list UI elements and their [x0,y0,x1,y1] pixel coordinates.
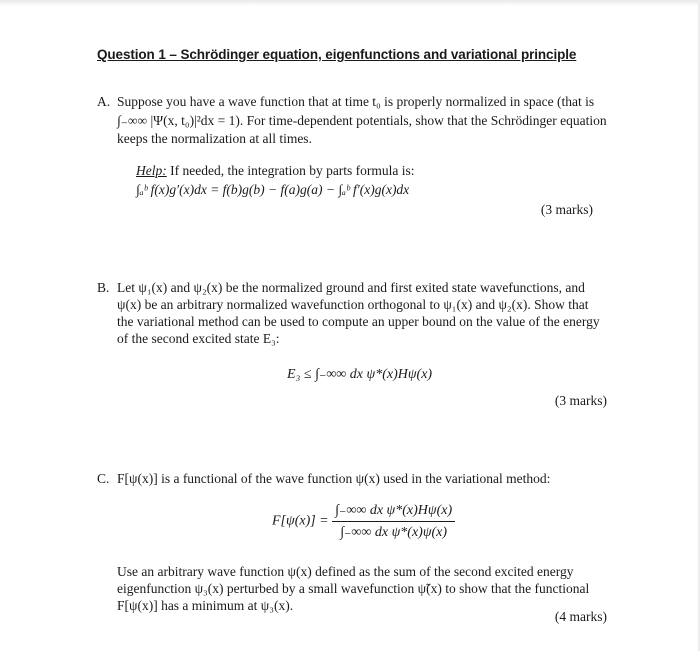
functional-equation [272,502,455,541]
section-c-line-4: F[ψ(x)] has a minimum at ψ₃(x). [117,598,294,613]
help-label: Help: [136,163,167,178]
section-c-marks: (4 marks) [554,609,607,624]
integration-by-parts-formula: ∫ₐᵇ f(x)g′(x)dx = f(b)g(b) − f(a)g(a) − ∫ₐᵇ f′(x)g(x)dx [136,182,410,197]
section-a-line-2: ∫₋∞∞ |Ψ(x, t₀)|²dx = 1). For time-dependent potentials, show that the Schrödinger equation [117,113,607,128]
section-b-line-3: the variational method can be used to compute an upper bound on the value of the energy [117,314,600,329]
section-c-line-1: F[ψ(x)] is a functional of the wave function ψ(x) used in the variational method: [117,471,551,486]
section-c-line-2: Use an arbitrary wave function ψ(x) defined as the sum of the second excited energy [117,564,574,579]
section-b-letter: B. [97,280,110,295]
section-b-line-1: Let ψ₁(x) and ψ₂(x) be the normalized ground and first exited state wavefunctions, and [117,280,585,295]
help-text: If needed, the integration by parts formula is: [166,163,415,178]
upper-bound-equation: E₃ ≤ ∫₋∞∞ dx ψ*(x)Hψ(x) [287,367,433,382]
functional-denominator: ∫₋∞∞ dx ψ*(x)ψ(x) [340,525,448,540]
functional-fraction [332,502,455,541]
section-a-marks: (3 marks) [540,202,593,217]
section-a-line-1: Suppose you have a wave function that at time t₀ is properly normalized in space (that is [117,94,595,109]
section-c-line-3: eigenfunction ψ₃(x) perturbed by a small wavefunction ψ̃(x) to show that the functional [117,581,590,596]
section-a-letter: A. [97,94,111,109]
section-b-line-4: of the second excited state E₃: [117,331,280,346]
functional-lhs: F[ψ(x)] = [272,513,329,529]
question-title: Question 1 – Schrödinger equation, eigenfunctions and variational principle [97,47,577,62]
functional-numerator: ∫₋∞∞ dx ψ*(x)Hψ(x) [332,502,455,522]
section-b-marks: (3 marks) [554,393,607,408]
section-a-line-3: keeps the normalization at all times. [117,131,312,146]
page-top-edge [0,0,700,6]
section-c-letter: C. [97,471,110,486]
section-b-line-2: ψ(x) be an arbitrary normalized wavefunction orthogonal to ψ₁(x) and ψ₂(x). Show that [117,297,589,312]
section-a-help [136,162,415,180]
